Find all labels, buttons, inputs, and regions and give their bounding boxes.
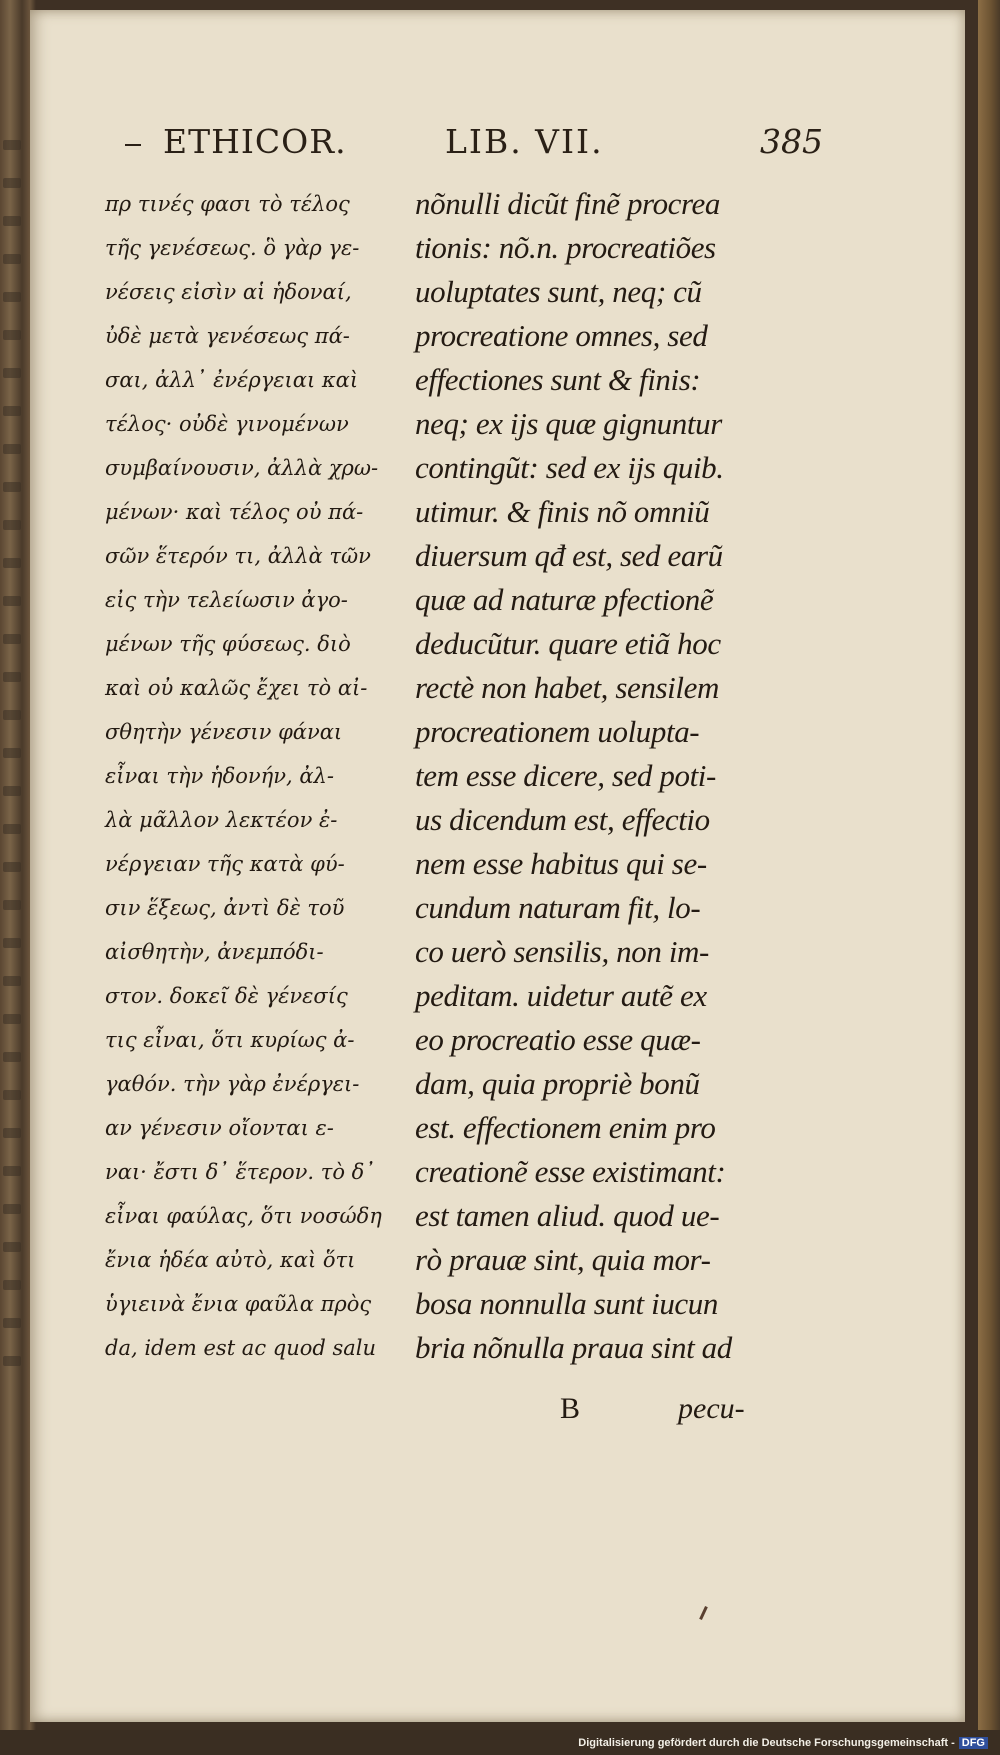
greek-text-line: λὰ μᾶλλον λεκτέον ἐ- <box>105 808 338 832</box>
greek-text-line: μένων τῆς φύσεως. διὸ <box>105 632 351 656</box>
greek-text-line: ἔνια ἡδέα αὐτὸ, καὶ ὅτι <box>105 1248 356 1272</box>
latin-text-line: bria nõnulla praua sint ad <box>415 1330 732 1365</box>
greek-text-line: ναι· ἔστι δ᾽ ἕτερον. τὸ δ᾽ <box>105 1160 375 1184</box>
greek-text-line: ὐδὲ μετὰ γενέσεως πά- <box>105 324 350 348</box>
latin-text-line: effectiones sunt & finis: <box>415 362 701 397</box>
latin-text-column <box>415 182 770 1370</box>
greek-text-column <box>105 182 395 1370</box>
latin-text-line: cundum naturam fit, lo- <box>415 890 701 925</box>
greek-text-line: σθητὴν γένεσιν φάναι <box>105 720 343 744</box>
greek-text-line: νέσεις εἰσὶν αἱ ἡδοναί, <box>105 280 352 304</box>
latin-text-line: neq; ex ijs quæ gignuntur <box>415 406 722 441</box>
latin-text-line: deducũtur. quare etiã hoc <box>415 626 721 661</box>
latin-text-line: tionis: nõ.n. procreatiões <box>415 230 716 265</box>
dfg-logo: DFG <box>959 1737 988 1749</box>
credit-text: Digitalisierung gefördert durch die Deutsche Forschungsgemeinschaft - <box>578 1737 955 1749</box>
latin-text-line: dam, quia propriè bonũ <box>415 1066 700 1101</box>
greek-text-line: ὑγιεινὰ ἔνια φαῦλα πρὸς <box>105 1292 372 1316</box>
greek-text-line: τέλος· οὐδὲ γινομένων <box>105 412 349 436</box>
greek-text-line: εἶναι φαύλας, ὅτι νοσώδη <box>105 1204 382 1228</box>
latin-text-line: utimur. & finis nõ omniũ <box>415 494 710 529</box>
latin-text-line: peditam. uidetur autẽ ex <box>415 978 707 1013</box>
greek-text-line: στον. δοκεῖ δὲ γένεσίς <box>105 984 348 1008</box>
gutter-previous-page-edge <box>0 140 24 1460</box>
catchword: pecu- <box>678 1392 745 1425</box>
latin-text-line: quæ ad naturæ pfectionẽ <box>415 582 714 617</box>
latin-text-line: bosa nonnulla sunt iucun <box>415 1286 718 1321</box>
signature-mark: B <box>560 1392 581 1425</box>
greek-text-line: εἰς τὴν τελείωσιν ἀγο- <box>105 588 348 612</box>
latin-text-line: rectè non habet, sensilem <box>415 670 719 705</box>
latin-text-line: est. effectionem enim pro <box>415 1110 716 1145</box>
latin-text-line: diuersum qđ est, sed earũ <box>415 538 723 573</box>
greek-text-line: αἰσθητὴν, ἀνεμπόδι- <box>105 940 324 964</box>
running-header <box>125 122 825 166</box>
greek-text-line: μένων· καὶ τέλος οὐ πά- <box>105 500 364 524</box>
greek-text-line: da, idem est ac quod salu <box>105 1336 377 1360</box>
greek-text-line: νέργειαν τῆς κατὰ φύ- <box>105 852 345 876</box>
greek-text-line: αν γένεσιν οἴονται ε- <box>105 1116 334 1140</box>
latin-text-line: rò prauæ sint, quia mor- <box>415 1242 711 1277</box>
latin-text-line: uoluptates sunt, neq; cũ <box>415 274 702 309</box>
ink-speck <box>699 1606 708 1620</box>
latin-text-line: co uerò sensilis, non im- <box>415 934 709 969</box>
page-number: 385 <box>760 122 823 161</box>
latin-text-line: procreatione omnes, sed <box>415 318 708 353</box>
greek-text-line: σαι, ἀλλ᾽ ἐνέργειαι καὶ <box>105 368 359 392</box>
header-dash <box>125 144 141 146</box>
digitization-credit <box>578 1737 988 1749</box>
page-edge-right <box>978 0 1000 1730</box>
greek-text-line: γαθόν. τὴν γὰρ ἐνέργει- <box>105 1072 360 1096</box>
latin-text-line: us dicendum est, effectio <box>415 802 710 837</box>
greek-text-line: τῆς γενέσεως. ὃ γὰρ γε- <box>105 236 360 260</box>
latin-text-line: est tamen aliud. quod ue- <box>415 1198 720 1233</box>
latin-text-line: nem esse habitus qui se- <box>415 846 707 881</box>
signature-line <box>560 1392 790 1436</box>
latin-text-line: tem esse dicere, sed poti- <box>415 758 716 793</box>
greek-text-line: τις εἶναι, ὅτι κυρίως ἀ- <box>105 1028 355 1052</box>
greek-text-line: εἶναι τὴν ἡδονήν, ἀλ- <box>105 764 334 788</box>
latin-text-line: eo procreatio esse quæ- <box>415 1022 701 1057</box>
greek-text-line: πρ τινές φασι τὸ τέλος <box>105 192 350 216</box>
greek-text-line: σῶν ἕτερόν τι, ἀλλὰ τῶν <box>105 544 371 568</box>
greek-text-line: συμβαίνουσιν, ἀλλὰ χρω- <box>105 456 379 480</box>
header-book-number: LIB. VII. <box>445 122 604 161</box>
greek-text-line: σιν ἕξεως, ἀντὶ δὲ τοῦ <box>105 896 345 920</box>
book-page <box>30 10 965 1722</box>
greek-text-line: καὶ οὐ καλῶς ἔχει τὸ αἰ- <box>105 676 368 700</box>
latin-text-line: creationẽ esse existimant: <box>415 1154 726 1189</box>
latin-text-line: contingũt: sed ex ijs quib. <box>415 450 724 485</box>
latin-text-line: nõnulli dicũt finẽ procrea <box>415 186 721 221</box>
header-title: ETHICOR. <box>163 122 347 161</box>
latin-text-line: procreationem uolupta- <box>415 714 700 749</box>
